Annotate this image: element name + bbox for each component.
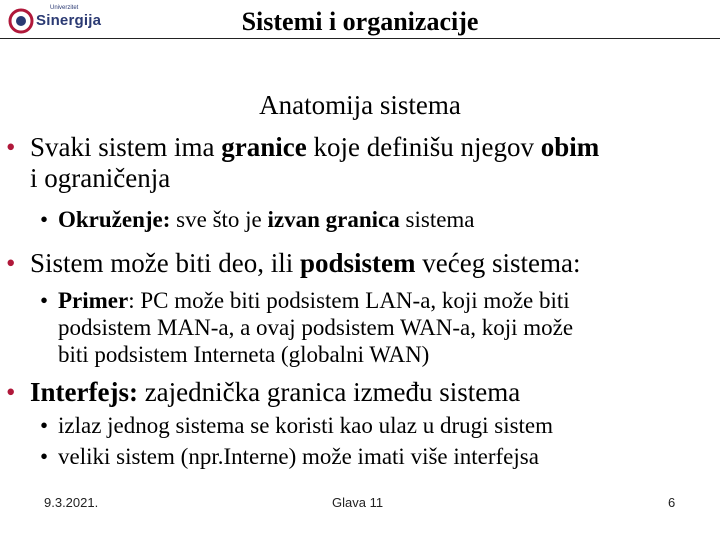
bullet-subsystem: • Sistem može biti deo, ili podsistem većeg sistema: — [6, 248, 581, 278]
bullet-icon: • — [40, 413, 49, 438]
bullet-icon: • — [40, 444, 49, 469]
bullet-icon: • — [6, 377, 16, 407]
bullet-icon: • — [6, 248, 16, 278]
footer-chapter: Glava 11 — [332, 495, 384, 510]
sub-bullet-interface-multiple: • veliki sistem (npr.Interne) može imati više interfejsa — [40, 444, 539, 469]
sub-bullet-environment: • Okruženje: sve što je izvan granica sistema — [40, 207, 475, 232]
footer-date: 9.3.2021. — [44, 495, 99, 510]
bullet-interface: • Interfejs: zajednička granica između sistema — [6, 377, 521, 407]
header-divider — [0, 38, 720, 39]
bullet-icon: • — [40, 288, 49, 313]
header-title: Sistemi i organizacije — [241, 7, 479, 36]
bullet-boundaries: • Svaki sistem ima granice koje definišu njegov obim i ograničenja — [6, 132, 600, 193]
bullet-icon: • — [40, 207, 49, 232]
footer-page-number: 6 — [668, 495, 676, 510]
bullet-icon: • — [6, 132, 16, 162]
logo-name: Sinergija — [36, 12, 102, 29]
slide-title: Anatomija sistema — [259, 90, 461, 120]
sub-bullet-interface-output: • izlaz jednog sistema se koristi kao ulaz u drugi sistem — [40, 413, 554, 438]
logo-subtitle: Univerzitet — [50, 5, 79, 11]
sub-bullet-example: • Primer: PC može biti podsistem LAN-a, koji može biti podsistem MAN-a, a ovaj podsistem WAN-a, koji može biti podsistem Interneta (globalni WAN) — [40, 288, 574, 367]
